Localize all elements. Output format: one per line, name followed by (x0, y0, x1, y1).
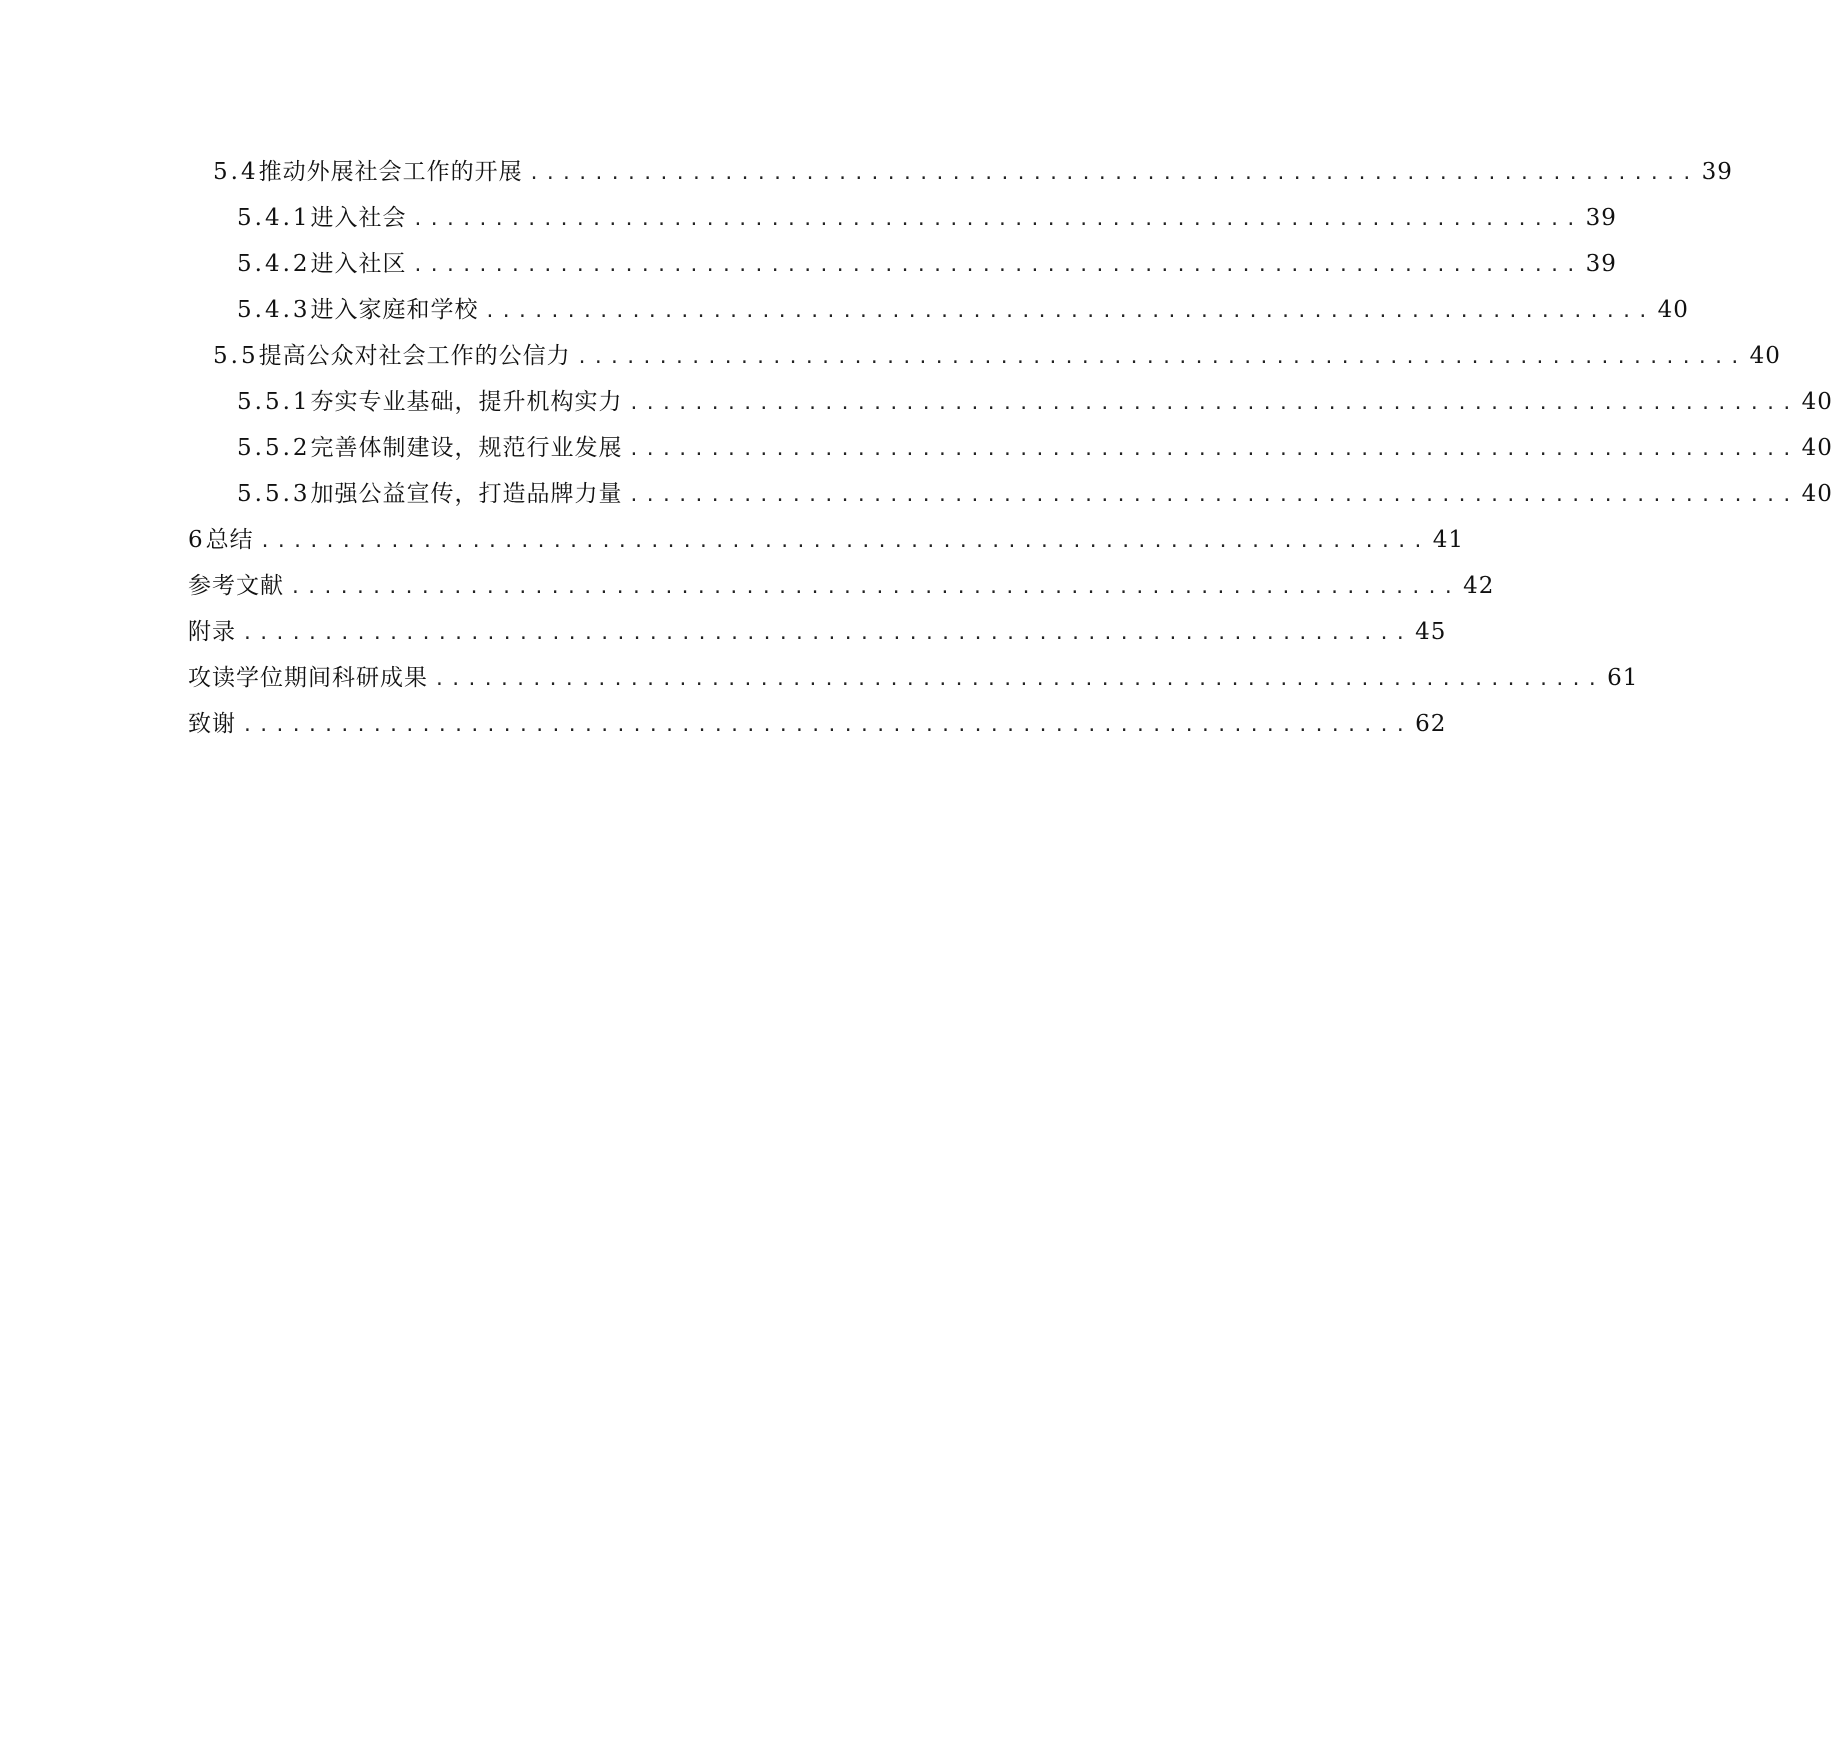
toc-entry-references[interactable] (188, 572, 1495, 618)
toc-dot-leader: ........................................................................ (242, 623, 1412, 644)
toc-entry-5-4-2[interactable] (188, 250, 1617, 296)
toc-dot-leader: ........................................................................ (576, 347, 1746, 368)
toc-entry-title: 参考文献 (188, 573, 284, 599)
toc-entry-number: 6 (188, 527, 206, 553)
toc-entry-title-part: 结 (229, 527, 254, 553)
toc-dot-leader: ........................................................................ (412, 209, 1582, 230)
toc-entry-5-4-3[interactable] (188, 296, 1689, 342)
toc-entry-number: 5.4.1 (237, 205, 311, 231)
toc-entry-title: 推动外展社会工作的开展 (258, 159, 523, 185)
toc-dot-leader: ........................................................................ (484, 301, 1654, 322)
toc-entry-title: 进入社会 (310, 205, 407, 231)
toc-entry-acknowledgements[interactable] (188, 710, 1447, 756)
toc-dot-leader: ........................................................................ (628, 439, 1798, 460)
toc-dot-leader: ........................................................................ (628, 485, 1798, 506)
toc-entry-5-4[interactable] (188, 158, 1733, 204)
toc-entry-page: 40 (1657, 297, 1689, 323)
toc-entry-page: 40 (1749, 343, 1781, 369)
toc-entry-5-4-1[interactable] (188, 204, 1617, 250)
toc-entry-page: 39 (1585, 251, 1617, 277)
toc-entry-title: 加强公益宣传，打造品牌力量 (310, 481, 623, 507)
table-of-contents (188, 158, 1833, 756)
toc-entry-title-part: 录 (212, 619, 236, 645)
toc-entry-5-5-2[interactable] (188, 434, 1833, 480)
toc-entry-page: 39 (1585, 205, 1617, 231)
toc-entry-page: 40 (1801, 435, 1833, 461)
toc-entry-number: 5.4 (213, 159, 259, 185)
toc-entry-number: 5.5.2 (237, 435, 311, 461)
toc-entry-page: 62 (1415, 711, 1447, 737)
toc-entry-number: 5.4.3 (237, 297, 311, 323)
toc-entry-title-part: 谢 (212, 711, 236, 737)
toc-entry-page: 61 (1607, 665, 1639, 691)
toc-entry-title: 攻读学位期间科研成果 (188, 665, 428, 691)
toc-entry-page: 40 (1801, 389, 1833, 415)
toc-entry-page: 42 (1463, 573, 1495, 599)
toc-entry-title: 完善体制建设，规范行业发展 (310, 435, 623, 461)
toc-dot-leader: ........................................................................ (290, 577, 1460, 598)
toc-entry-appendix[interactable] (188, 618, 1447, 664)
toc-entry-number: 5.5.1 (237, 389, 311, 415)
toc-entry-5-5-1[interactable] (188, 388, 1833, 434)
toc-entry-title: 进入家庭和学校 (310, 297, 479, 323)
toc-dot-leader: ........................................................................ (434, 669, 1604, 690)
toc-entry-title-part: 附 (188, 619, 212, 645)
toc-dot-leader: ........................................................................ (628, 393, 1798, 414)
toc-entry-title-part: 致 (188, 711, 212, 737)
toc-entry-number: 5.4.2 (237, 251, 311, 277)
toc-entry-title-part: 总 (205, 527, 230, 553)
toc-dot-leader: ........................................................................ (528, 163, 1698, 184)
toc-entry-page: 39 (1701, 159, 1733, 185)
toc-entry-title: 进入社区 (310, 251, 407, 277)
toc-entry-research-output[interactable] (188, 664, 1639, 710)
toc-dot-leader: ........................................................................ (242, 715, 1412, 736)
toc-entry-page: 45 (1415, 619, 1447, 645)
toc-entry-page: 41 (1432, 527, 1464, 553)
toc-entry-5-5[interactable] (188, 342, 1781, 388)
toc-entry-number: 5.5 (213, 343, 259, 369)
toc-entry-6-summary[interactable] (188, 526, 1464, 572)
toc-dot-leader: ........................................................................ (412, 255, 1582, 276)
toc-entry-title: 提高公众对社会工作的公信力 (258, 343, 571, 369)
toc-entry-page: 40 (1801, 481, 1833, 507)
toc-dot-leader: ........................................................................ (259, 531, 1429, 552)
toc-entry-number: 5.5.3 (237, 481, 311, 507)
toc-entry-title: 夯实专业基础，提升机构实力 (310, 389, 623, 415)
toc-entry-5-5-3[interactable] (188, 480, 1833, 526)
